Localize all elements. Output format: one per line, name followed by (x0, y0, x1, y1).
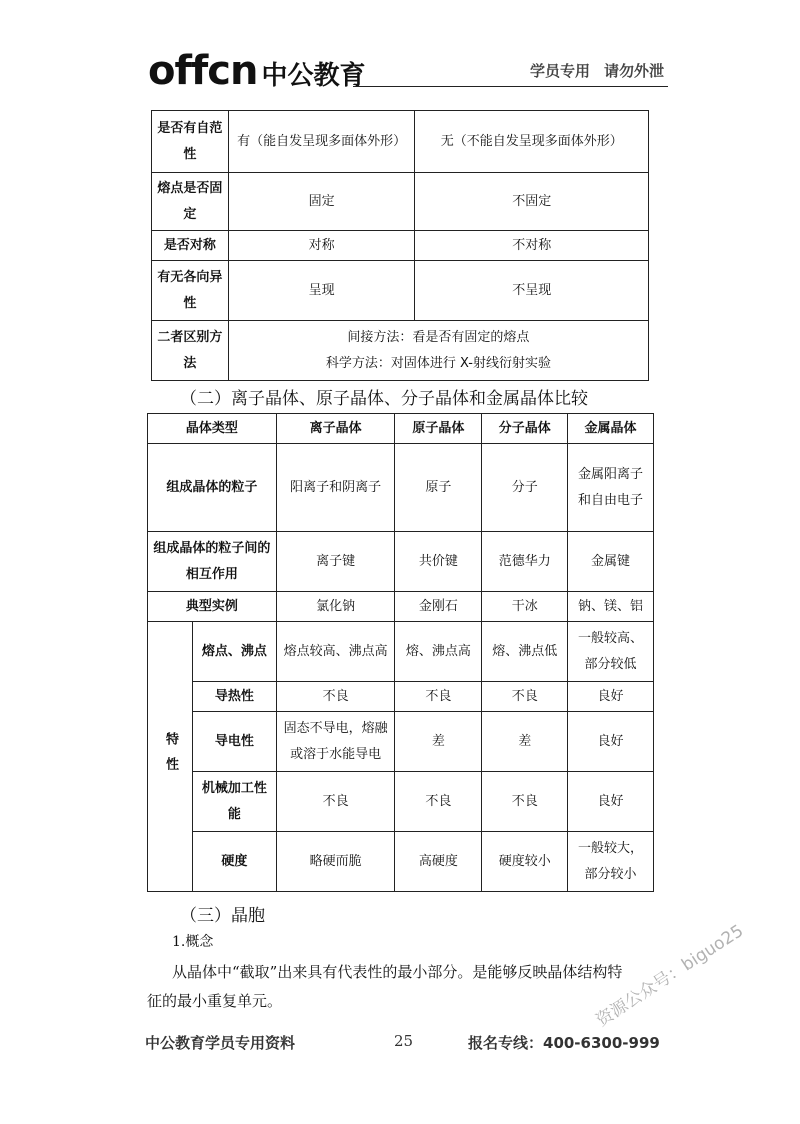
table-header-row (148, 414, 654, 444)
column-header: 原子晶体 (395, 414, 482, 444)
cell: 硬度较小 (482, 832, 568, 892)
cell: 熔、沸点高 (395, 622, 482, 682)
method-line-2: 科学方法：对固体进行 X-射线衍射实验 (325, 355, 551, 371)
method-cell (228, 321, 648, 381)
paragraph-line-2: 征的最小重复单元。 (147, 992, 283, 1010)
row-label: 机械加工性能 (192, 772, 276, 832)
cell: 分子 (482, 444, 568, 532)
cell: 原子 (395, 444, 482, 532)
column-header: 离子晶体 (276, 414, 395, 444)
table-row (152, 173, 649, 231)
table-row (148, 444, 654, 532)
cell: 无（不能自发呈现多面体外形） (415, 111, 649, 173)
table-row (148, 712, 654, 772)
footer-left: 中公教育学员专用资料 (145, 1034, 296, 1052)
cell: 一般较高、部分较低 (568, 622, 654, 682)
table-row (148, 592, 654, 622)
row-label: 熔点是否固定 (152, 173, 229, 231)
cell: 良好 (568, 682, 654, 712)
page-number: 25 (394, 1032, 414, 1050)
table-row (148, 772, 654, 832)
table-row (148, 532, 654, 592)
table-row (148, 622, 654, 682)
row-label: 导热性 (192, 682, 276, 712)
column-header: 分子晶体 (482, 414, 568, 444)
offcn-logo (148, 48, 366, 94)
cell: 干冰 (482, 592, 568, 622)
row-label: 是否有自范性 (152, 111, 229, 173)
method-line-1: 间接方法：看是否有固定的熔点 (347, 329, 530, 345)
tag-student-only: 学员专用 (529, 62, 590, 80)
row-label: 熔点、沸点 (192, 622, 276, 682)
cell: 共价键 (395, 532, 482, 592)
concept-heading: 1.概念 (172, 934, 214, 950)
table-row (152, 321, 649, 381)
cell: 阳离子和阴离子 (276, 444, 395, 532)
cell: 良好 (568, 712, 654, 772)
cell: 固定 (228, 173, 415, 231)
tag-no-leak: 请勿外泄 (603, 62, 664, 80)
cell: 熔点较高、沸点高 (276, 622, 395, 682)
watermark: 资源公众号：biguo25 (592, 920, 748, 1031)
cell: 不良 (395, 772, 482, 832)
header-tagline (516, 60, 664, 81)
cell: 对称 (228, 231, 415, 261)
table-row (148, 832, 654, 892)
cell: 金属键 (568, 532, 654, 592)
cell: 高硬度 (395, 832, 482, 892)
column-header: 金属晶体 (568, 414, 654, 444)
cell: 不对称 (415, 231, 649, 261)
row-label: 二者区别方法 (152, 321, 229, 381)
crystal-vs-amorphous-table (151, 110, 649, 381)
cell: 不良 (482, 682, 568, 712)
cell: 不呈现 (415, 261, 649, 321)
cell: 金属阳离子和自由电子 (568, 444, 654, 532)
cell: 有（能自发呈现多面体外形） (228, 111, 415, 173)
row-label: 组成晶体的粒子 (148, 444, 277, 532)
section-2-title: （二）离子晶体、原子晶体、分子晶体和金属晶体比较 (180, 389, 588, 409)
row-label: 是否对称 (152, 231, 229, 261)
logo-text-cn: 中公教育 (261, 61, 366, 91)
cell: 呈现 (228, 261, 415, 321)
crystal-types-table (147, 413, 654, 892)
cell: 固态不导电，熔融或溶于水能导电 (276, 712, 395, 772)
cell: 略硬而脆 (276, 832, 395, 892)
cell: 氯化钠 (276, 592, 395, 622)
cell: 不良 (482, 772, 568, 832)
table-row (152, 231, 649, 261)
cell: 范德华力 (482, 532, 568, 592)
cell: 不固定 (415, 173, 649, 231)
properties-label: 特性 (148, 622, 193, 892)
cell: 不良 (276, 772, 395, 832)
section-3-title: （三）晶胞 (180, 906, 265, 926)
row-label: 组成晶体的粒子间的相互作用 (148, 532, 277, 592)
cell: 钠、镁、铝 (568, 592, 654, 622)
row-label: 有无各向异性 (152, 261, 229, 321)
page-header (148, 40, 668, 96)
table-row (152, 261, 649, 321)
cell: 熔、沸点低 (482, 622, 568, 682)
paragraph-line-1: 从晶体中“截取”出来具有代表性的最小部分。是能够反映晶体结构特 (172, 963, 623, 981)
column-header: 晶体类型 (148, 414, 277, 444)
table-row (152, 111, 649, 173)
footer-hotline: 报名专线：400-6300-999 (468, 1034, 660, 1052)
cell: 金刚石 (395, 592, 482, 622)
cell: 不良 (276, 682, 395, 712)
header-rule (353, 86, 668, 87)
logo-text-en: offcn (148, 48, 258, 94)
cell: 不良 (395, 682, 482, 712)
row-label: 典型实例 (148, 592, 277, 622)
row-label: 硬度 (192, 832, 276, 892)
cell: 差 (482, 712, 568, 772)
table-row (148, 682, 654, 712)
cell: 差 (395, 712, 482, 772)
cell: 良好 (568, 772, 654, 832)
cell: 一般较大，部分较小 (568, 832, 654, 892)
row-label: 导电性 (192, 712, 276, 772)
cell: 离子键 (276, 532, 395, 592)
